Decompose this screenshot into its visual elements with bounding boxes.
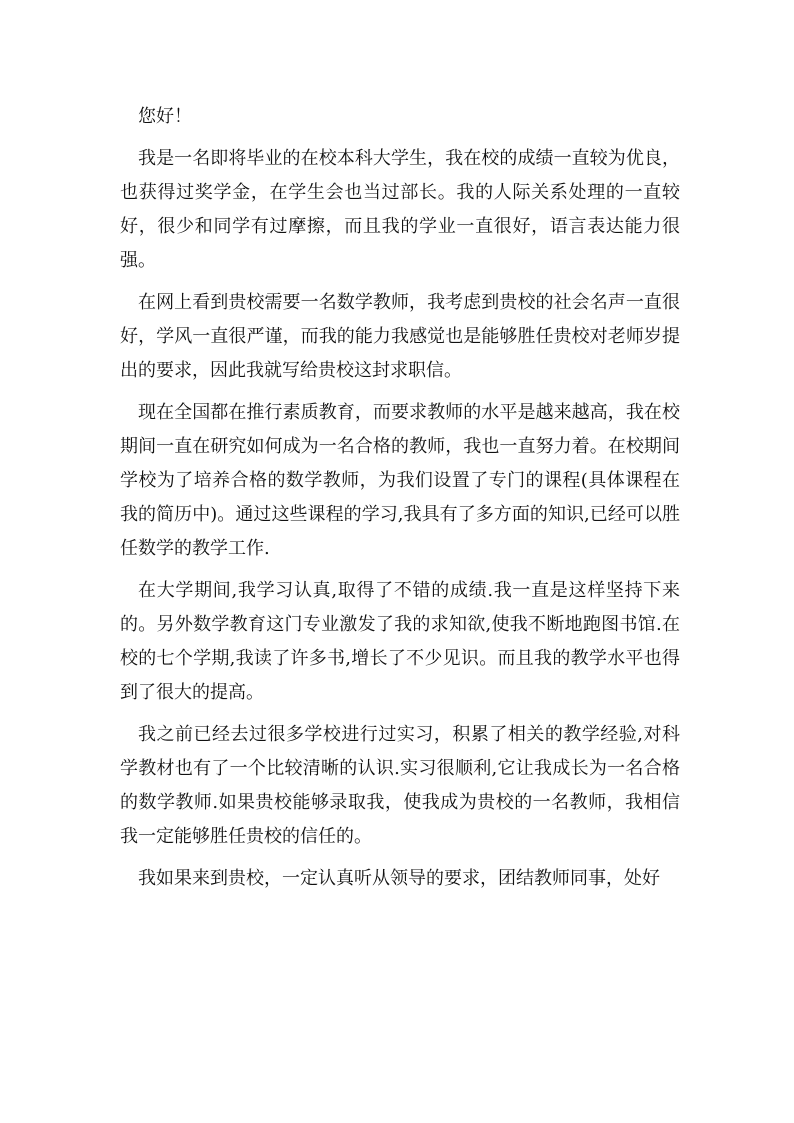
letter-paragraph-4: 在大学期间,我学习认真,取得了不错的成绩.我一直是这样坚持下来的。另外数学教育这门专业激发了我的求知欲,使我不断地跑图书馆.在校的七个学期,我读了许多书,增长了不少见识。而且我的教学水平也得到了很大的提高。 [120,580,680,703]
letter-paragraph-6: 我如果来到贵校，一定认真听从领导的要求，团结教师同事，处好 [138,868,660,889]
letter-paragraph-5: 我之前已经去过很多学校进行过实习，积累了相关的教学经验,对科学教材也有了一个比较清晰的认识.实习很顺利,它让我成长为一名合格的数学教师.如果贵校能够录取我，使我成为贵校的一名教师，我相信我一定能够胜任贵校的信任的。 [120,724,680,847]
letter-greeting: 您好！ [138,106,192,127]
letter-paragraph-2: 在网上看到贵校需要一名数学教师，我考虑到贵校的社会名声一直很好，学风一直很严谨，而我的能力我感觉也是能够胜任贵校对老师岁提出的要求，因此我就写给贵校这封求职信。 [120,292,680,381]
letter-paragraph-3: 现在全国都在推行素质教育，而要求教师的水平是越来越高，我在校期间一直在研究如何成为一名合格的教师，我也一直努力着。在校期间学校为了培养合格的数学教师，为我们设置了专门的课程(具体课程在我的简历中)。通过这些课程的学习,我具有了多方面的知识,已经可以胜任数学的教学工作. [120,402,680,559]
letter-body [120,100,680,904]
letter-paragraph-1: 我是一名即将毕业的在校本科大学生，我在校的成绩一直较为优良，也获得过奖学金，在学生会也当过部长。我的人际关系处理的一直较好，很少和同学有过摩擦，而且我的学业一直很好，语言表达能力很强。 [120,148,680,271]
